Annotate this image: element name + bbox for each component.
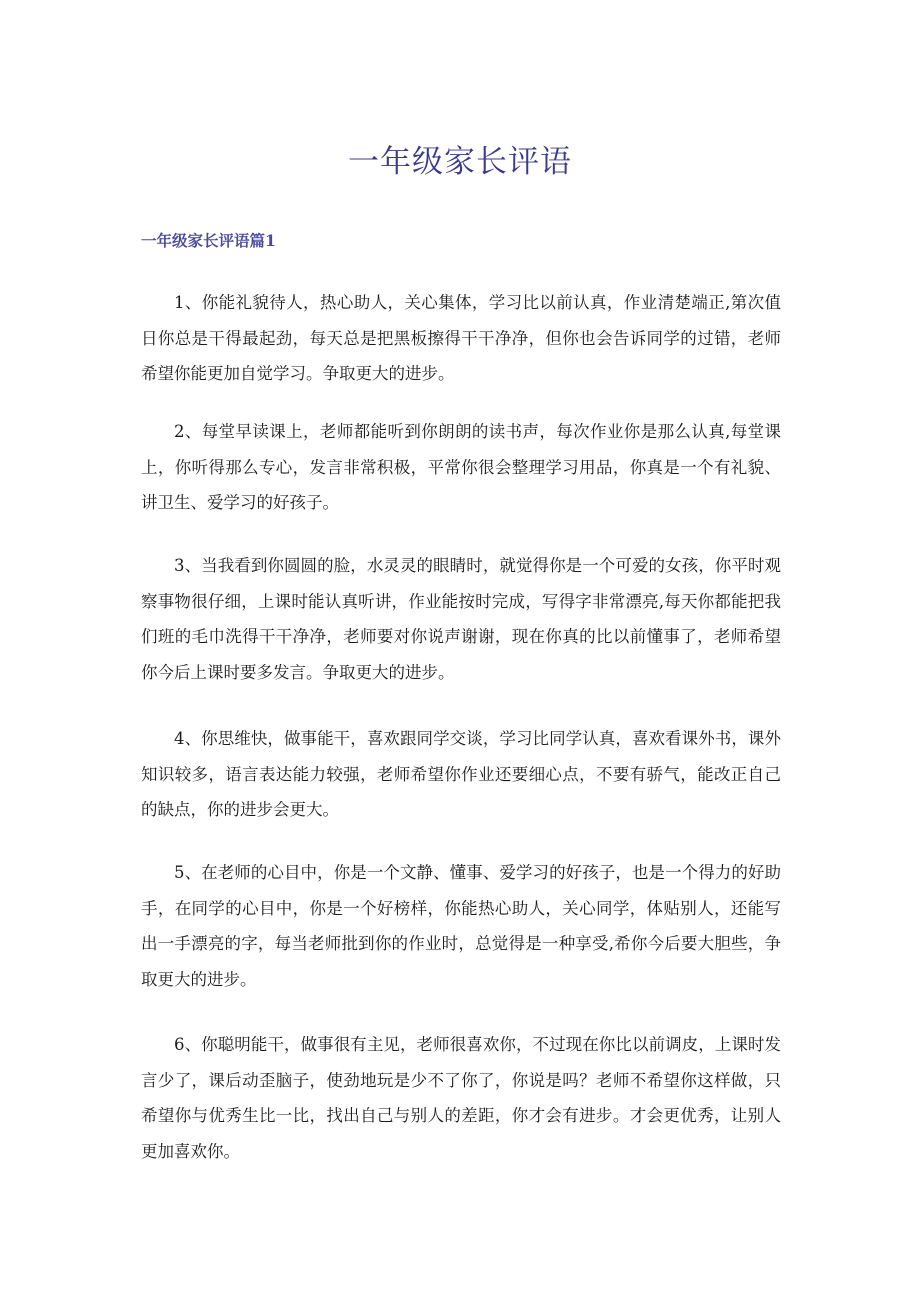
- comment-paragraph-4: 4、你思维快，做事能干，喜欢跟同学交谈，学习比同学认真，喜欢看课外书，课外知识较多，语言表达能力较强，老师希望你作业还要细心点，不要有骄气，能改正自己的缺点，你的进步会更大。: [141, 729, 781, 819]
- comment-paragraph-2: 2、每堂早读课上，老师都能听到你朗朗的读书声，每次作业你是那么认真,每堂课上，你听得那么专心，发言非常积极，平常你很会整理学习用品，你真是一个有礼貌、讲卫生、爱学习的好孩子。: [141, 422, 781, 512]
- comment-paragraph-3: 3、当我看到你圆圆的脸，水灵灵的眼睛时，就觉得你是一个可爱的女孩，你平时观察事物很仔细，上课时能认真听讲，作业能按时完成，写得字非常漂亮,每天你都能把我们班的毛巾洗得干干净净，老师要对你说声谢谢，现在你真的比以前懂事了，老师希望你今后上课时要多发言。争取更大的进步。: [141, 556, 781, 682]
- comment-paragraph-6: 6、你聪明能干，做事很有主见，老师很喜欢你，不过现在你比以前调皮，上课时发言少了，课后动歪脑子，使劲地玩是少不了你了，你说是吗？老师不希望你这样做，只希望你与优秀生比一比，找出自己与别人的差距，你才会有进步。才会更优秀，让别人更加喜欢你。: [141, 1035, 781, 1161]
- comment-paragraph-5: 5、在老师的心目中，你是一个文静、懂事、爱学习的好孩子，也是一个得力的好助手，在同学的心目中，你是一个好榜样，你能热心助人，关心同学，体贴别人，还能写出一手漂亮的字，每当老师批到你的作业时，总觉得是一种享受,希你今后要大胆些，争取更大的进步。: [141, 863, 781, 989]
- section-heading: 一年级家长评语篇1: [141, 231, 276, 250]
- comment-paragraph-1: 1、你能礼貌待人，热心助人，关心集体，学习比以前认真，作业清楚端正,第次值日你总是干得最起劲，每天总是把黑板擦得干干净净，但你也会告诉同学的过错，老师希望你能更加自觉学习。争取更大的进步。: [141, 293, 781, 383]
- page-title: 一年级家长评语: [348, 144, 572, 180]
